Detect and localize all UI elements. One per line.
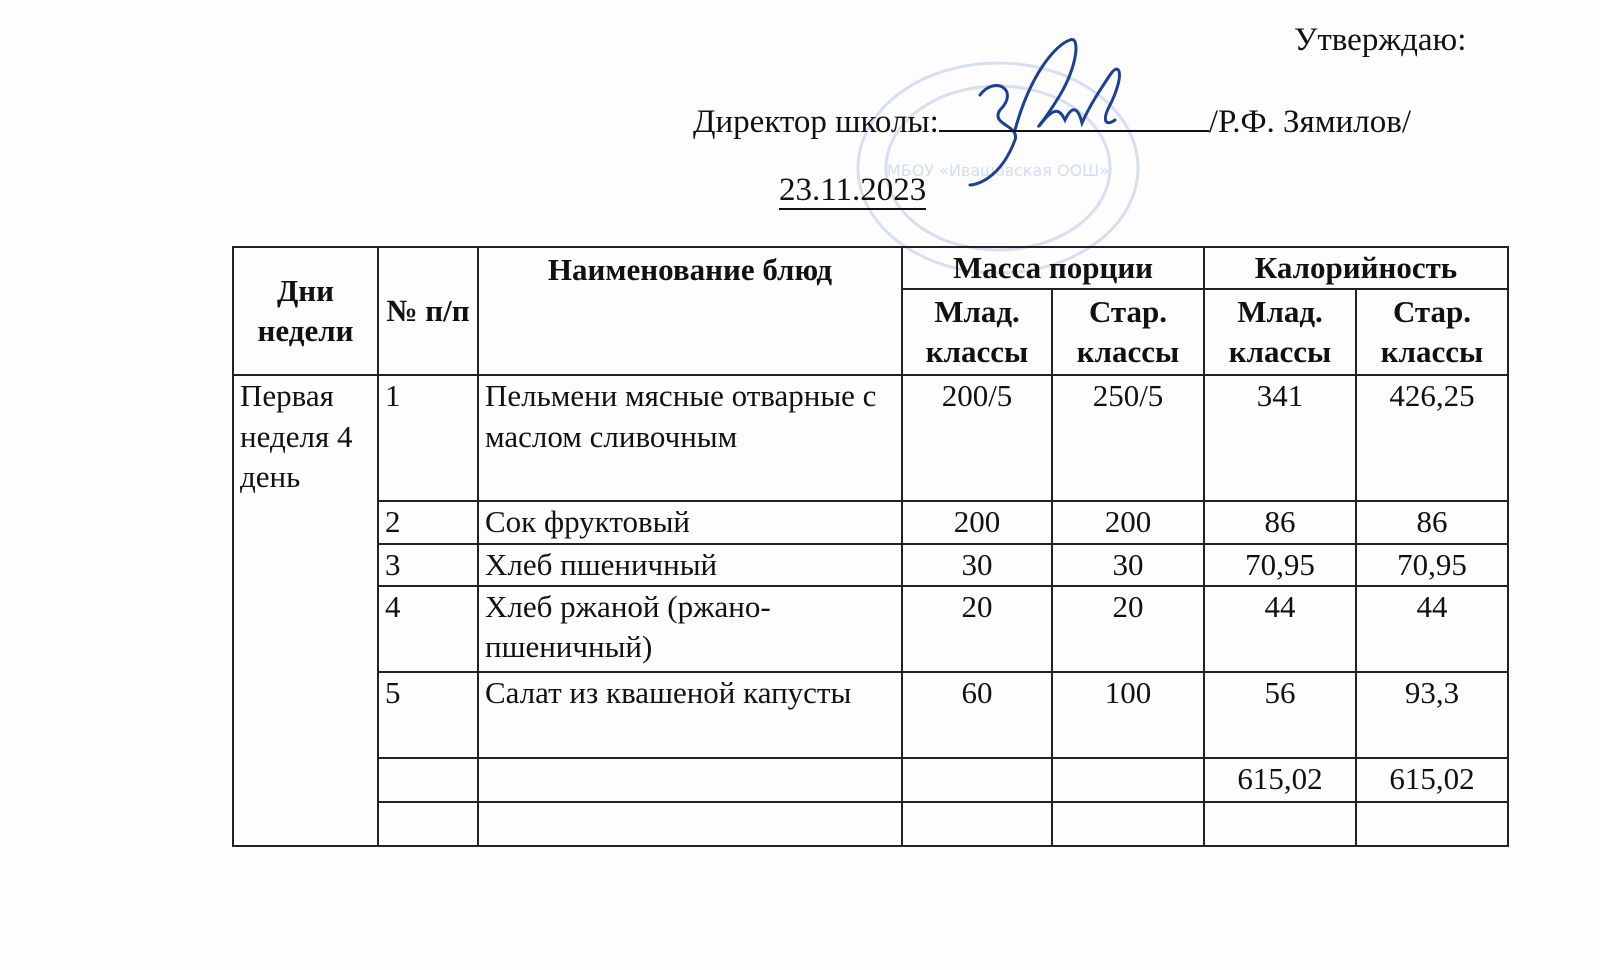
total-cal-senior: 615,02 <box>1356 758 1508 802</box>
table-row <box>233 375 1508 501</box>
approval-heading: Утверждаю: <box>1294 22 1467 58</box>
row-number: 5 <box>378 672 478 758</box>
total-row <box>233 758 1508 802</box>
show-through-text <box>110 20 117 50</box>
header-days: Дни недели <box>233 247 378 375</box>
mass-junior: 30 <box>902 544 1052 586</box>
row-number: 2 <box>378 501 478 543</box>
cal-junior: 70,95 <box>1204 544 1356 586</box>
dish-name: Салат из квашеной капусты <box>478 672 902 758</box>
cal-senior: 86 <box>1356 501 1508 543</box>
header-mass: Масса порции <box>902 247 1204 289</box>
header-cal-junior: Млад. классы <box>1204 289 1356 375</box>
dish-name: Хлеб ржаной (ржано-пшеничный) <box>478 586 902 672</box>
cal-senior: 70,95 <box>1356 544 1508 586</box>
mass-junior: 20 <box>902 586 1052 672</box>
header-mass-junior: Млад. классы <box>902 289 1052 375</box>
day-label-cell: Первая неделя 4 день <box>233 375 378 846</box>
director-label: Директор школы: <box>693 104 939 140</box>
header-calories: Калорийность <box>1204 247 1508 289</box>
director-name: /Р.Ф. Зямилов/ <box>1208 104 1411 140</box>
stamp-text: МБОУ «Ивашовская ООШ» <box>886 161 1110 180</box>
dish-name: Сок фруктовый <box>478 501 902 543</box>
signature-line <box>939 100 1209 132</box>
cal-junior: 44 <box>1204 586 1356 672</box>
row-number: 4 <box>378 586 478 672</box>
table-row <box>233 501 1508 543</box>
cal-senior: 426,25 <box>1356 375 1508 501</box>
approval-date: 23.11.2023 <box>779 172 927 208</box>
table-row <box>233 586 1508 672</box>
header-cal-senior: Стар. классы <box>1356 289 1508 375</box>
header-dish-name: Наименование блюд <box>478 247 902 375</box>
table-row <box>233 672 1508 758</box>
total-cal-junior: 615,02 <box>1204 758 1356 802</box>
cal-senior: 93,3 <box>1356 672 1508 758</box>
row-number: 3 <box>378 544 478 586</box>
cal-junior: 56 <box>1204 672 1356 758</box>
empty-row <box>233 802 1508 846</box>
mass-junior: 200/5 <box>902 375 1052 501</box>
row-number: 1 <box>378 375 478 501</box>
cal-junior: 341 <box>1204 375 1356 501</box>
header-mass-senior: Стар. классы <box>1052 289 1204 375</box>
mass-junior: 60 <box>902 672 1052 758</box>
header-number: № п/п <box>378 247 478 375</box>
dish-name: Хлеб пшеничный <box>478 544 902 586</box>
mass-junior: 200 <box>902 501 1052 543</box>
mass-senior: 250/5 <box>1052 375 1204 501</box>
mass-senior: 30 <box>1052 544 1204 586</box>
dish-name: Пельмени мясные отварные с маслом сливочным <box>478 375 902 501</box>
cal-junior: 86 <box>1204 501 1356 543</box>
director-line <box>693 100 1411 141</box>
mass-senior: 20 <box>1052 586 1204 672</box>
cal-senior: 44 <box>1356 586 1508 672</box>
mass-senior: 200 <box>1052 501 1204 543</box>
menu-table <box>232 246 1509 847</box>
table-row <box>233 544 1508 586</box>
mass-senior: 100 <box>1052 672 1204 758</box>
